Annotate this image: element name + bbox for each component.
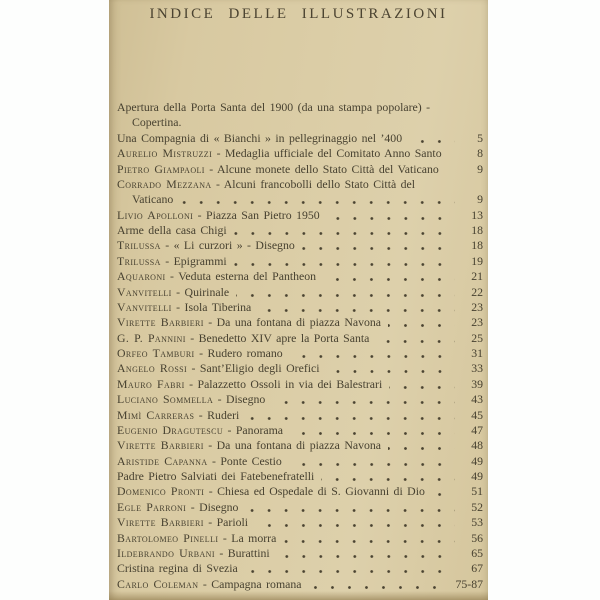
toc-entry-text: Livio Apolloni - Piazza San Pietro 1950 [117, 207, 320, 222]
toc-row [117, 331, 483, 346]
toc-row [117, 208, 483, 223]
toc-row [117, 408, 483, 423]
toc-list [117, 100, 483, 592]
toc-row [117, 223, 483, 238]
dot-leader [425, 484, 461, 499]
dot-leader [283, 423, 461, 438]
toc-entry-author: Eugenio Dragutescu [117, 422, 224, 437]
dot-leader [282, 454, 461, 469]
toc-row [117, 500, 483, 515]
toc-page-number: 18 [471, 223, 483, 237]
toc-entry-author: Ildebrando Urbani [117, 545, 215, 560]
toc-entry-text: Carlo Coleman - Campagna romana [117, 576, 302, 591]
toc-page-number: 8 [477, 146, 483, 161]
toc-entry-author: Vanvitelli [117, 284, 172, 299]
toc-entry-author: Trilussa [117, 253, 161, 268]
toc-entry-text: Una Compagnia di « Bianchi » in pellegrinaggio nel ’400 [117, 130, 403, 145]
toc-row [117, 515, 483, 530]
toc-row [117, 392, 483, 407]
toc-row [117, 269, 483, 284]
toc-entry-author: Trilussa [117, 238, 161, 253]
toc-row [117, 346, 483, 361]
toc-entry-author: Domenico Pronti [117, 484, 205, 499]
toc-entry-text: Pietro Giampaoli - Alcune monete dello Stato Città del Vaticano [117, 161, 439, 176]
toc-page-number: 75-87 [455, 576, 483, 591]
dot-leader [320, 208, 461, 223]
toc-row [117, 300, 483, 315]
page-title: INDICE DELLE ILLUSTRAZIONI [149, 6, 448, 22]
toc-entry-text: Mimì Carreras - Ruderi [117, 407, 240, 422]
toc-entry-text: Domenico Pronti - Chiesa ed Ospedale di S. Giovanni di Dio [117, 484, 425, 499]
toc-entry-author: Luciano Sommella [117, 392, 214, 407]
toc-entry-text: Eugenio Dragutescu - Panorama [117, 422, 284, 437]
toc-entry-author: Virette Barbieri [117, 515, 204, 530]
dot-leader [283, 346, 461, 361]
toc-page-number: 49 [471, 453, 483, 468]
toc-entry-text: Copertina. [132, 115, 182, 130]
toc-row [117, 484, 483, 499]
toc-row [117, 531, 483, 546]
dot-leader [238, 561, 461, 576]
dot-leader [251, 300, 461, 315]
dot-leader [239, 408, 461, 423]
toc-page-number: 5 [477, 130, 483, 145]
toc-row [117, 238, 483, 253]
toc-page-number: 31 [471, 346, 483, 360]
toc-page-number: 47 [471, 422, 483, 437]
toc-entry-author: G. P. Pannini [117, 330, 186, 345]
toc-row [117, 177, 483, 192]
toc-page-number: 9 [477, 192, 483, 207]
toc-entry-text: Apertura della Porta Santa del 1900 (da una stampa popolare) - [117, 100, 431, 114]
toc-page-number: 67 [471, 561, 483, 576]
toc-page-number: 49 [471, 469, 483, 483]
toc-row [117, 162, 483, 177]
toc-entry-author: Aristide Capanna [117, 453, 208, 468]
toc-page-number: 13 [471, 207, 483, 222]
toc-row [117, 561, 483, 576]
dot-leader [302, 577, 456, 592]
toc-page-number: 65 [471, 545, 483, 560]
toc-entry-author: Aquaroni [117, 269, 166, 284]
toc-entry-text: Vanvitelli - Quirinale [117, 284, 230, 299]
toc-entry-text: Ildebrando Urbani - Burattini [117, 545, 270, 560]
toc-page-number: 19 [471, 253, 483, 268]
toc-entry-text: Luciano Sommella - Disegno [117, 392, 266, 407]
toc-row [117, 361, 483, 376]
toc-entry-author: Carlo Coleman [117, 576, 199, 591]
toc-row [117, 377, 483, 392]
toc-entry-text: Trilussa - « Li curzori » - Disegno [117, 238, 295, 253]
dot-leader [316, 269, 461, 284]
toc-row [117, 100, 483, 115]
dot-leader [314, 469, 461, 484]
toc-entry-text: Aristide Capanna - Ponte Cestio [117, 453, 282, 468]
toc-entry-author: Virette Barbieri [117, 438, 204, 453]
book-page [109, 0, 488, 600]
toc-entry-author: Vanvitelli [117, 299, 172, 314]
dot-leader [248, 515, 461, 530]
dot-leader [265, 392, 461, 407]
toc-row [117, 146, 483, 161]
dot-leader [227, 254, 461, 269]
toc-entry-text: Egle Parroni - Disegno [117, 499, 239, 514]
dot-leader [320, 361, 461, 376]
dot-leader [181, 115, 461, 130]
toc-row [117, 469, 483, 484]
toc-page-number: 23 [471, 315, 483, 330]
dot-leader [402, 131, 461, 146]
toc-entry-text: Padre Pietro Salviati dei Fatebenefratelli [117, 469, 315, 483]
dot-leader [173, 192, 461, 207]
dot-leader [381, 438, 461, 453]
toc-entry-text: Virette Barbieri - Da una fontana di piazza Navona [117, 438, 382, 453]
toc-row [117, 115, 483, 130]
toc-entry-text: Cristina regina di Svezia [117, 561, 238, 576]
toc-row [117, 454, 483, 469]
dot-leader [381, 315, 461, 330]
toc-entry-text: Aquaroni - Veduta esterna del Pantheon [117, 269, 317, 284]
dot-leader [295, 238, 461, 253]
toc-page-number: 18 [471, 238, 483, 253]
toc-row [117, 254, 483, 269]
toc-page-number: 23 [471, 299, 483, 314]
toc-page-number: 43 [471, 392, 483, 407]
toc-entry-text: Mauro Fabri - Palazzetto Ossoli in via dei Balestrari [117, 376, 383, 391]
toc-entry-author: Livio Apolloni [117, 207, 194, 222]
toc-page-number: 52 [471, 499, 483, 514]
toc-entry-author: Aurelio Mistruzzi [117, 146, 213, 161]
toc-page-number: 9 [477, 161, 483, 176]
toc-entry-author: Egle Parroni [117, 499, 187, 514]
toc-entry-author: Mimì Carreras [117, 407, 195, 422]
dot-leader [229, 285, 461, 300]
toc-row [117, 192, 483, 207]
toc-entry-text: Corrado Mezzana - Alcuni francobolli dello Stato Città del [117, 176, 416, 191]
dot-leader [382, 377, 461, 392]
dot-leader [238, 500, 461, 515]
toc-row [117, 315, 483, 330]
toc-page-number: 33 [471, 361, 483, 376]
toc-page-number: 56 [471, 530, 483, 545]
dot-leader [439, 162, 461, 177]
toc-page-number: 53 [471, 515, 483, 530]
toc-entry-text: Arme della casa Chigi [117, 223, 227, 237]
toc-entry-text: Virette Barbieri - Parioli [117, 515, 249, 530]
toc-row [117, 285, 483, 300]
toc-row [117, 131, 483, 146]
toc-entry-author: Pietro Giampaoli [117, 161, 205, 176]
dot-leader [415, 177, 461, 192]
toc-row [117, 423, 483, 438]
toc-page-number: 21 [471, 269, 483, 284]
toc-entry-author: Virette Barbieri [117, 315, 204, 330]
toc-page-number: 22 [471, 284, 483, 299]
toc-row [117, 546, 483, 561]
dot-leader [276, 531, 461, 546]
toc-entry-author: Corrado Mezzana [117, 176, 212, 191]
toc-entry-text: Bartolomeo Pinelli - La morra [117, 530, 277, 545]
toc-entry-author: Angelo Rossi [117, 361, 188, 376]
toc-entry-text: Vaticano [132, 192, 174, 207]
toc-entry-text: Orfeo Tamburi - Rudero romano [117, 346, 283, 360]
toc-entry-author: Bartolomeo Pinelli [117, 530, 219, 545]
dot-leader [369, 331, 461, 346]
toc-entry-author: Orfeo Tamburi [117, 346, 195, 360]
toc-entry-text: Angelo Rossi - Sant’Eligio degli Orefici [117, 361, 320, 376]
toc-entry-text: Aurelio Mistruzzi - Medaglia ufficiale del Comitato Anno Santo [117, 146, 442, 161]
dot-leader [227, 223, 461, 238]
toc-page-number: 48 [471, 438, 483, 453]
toc-page-number: 51 [471, 484, 483, 499]
toc-entry-text: Virette Barbieri - Da una fontana di piazza Navona [117, 315, 382, 330]
toc-row [117, 577, 483, 592]
dot-leader [430, 100, 461, 115]
toc-entry-text: G. P. Pannini - Benedetto XIV apre la Porta Santa [117, 330, 370, 345]
toc-entry-text: Trilussa - Epigrammi [117, 253, 227, 268]
toc-page-number: 25 [471, 330, 483, 345]
toc-page-number: 39 [471, 376, 483, 391]
dot-leader [442, 146, 461, 161]
toc-entry-text: Vanvitelli - Isola Tiberina [117, 299, 252, 314]
toc-row [117, 438, 483, 453]
toc-entry-author: Mauro Fabri [117, 376, 185, 391]
dot-leader [270, 546, 461, 561]
toc-page-number: 45 [471, 407, 483, 422]
